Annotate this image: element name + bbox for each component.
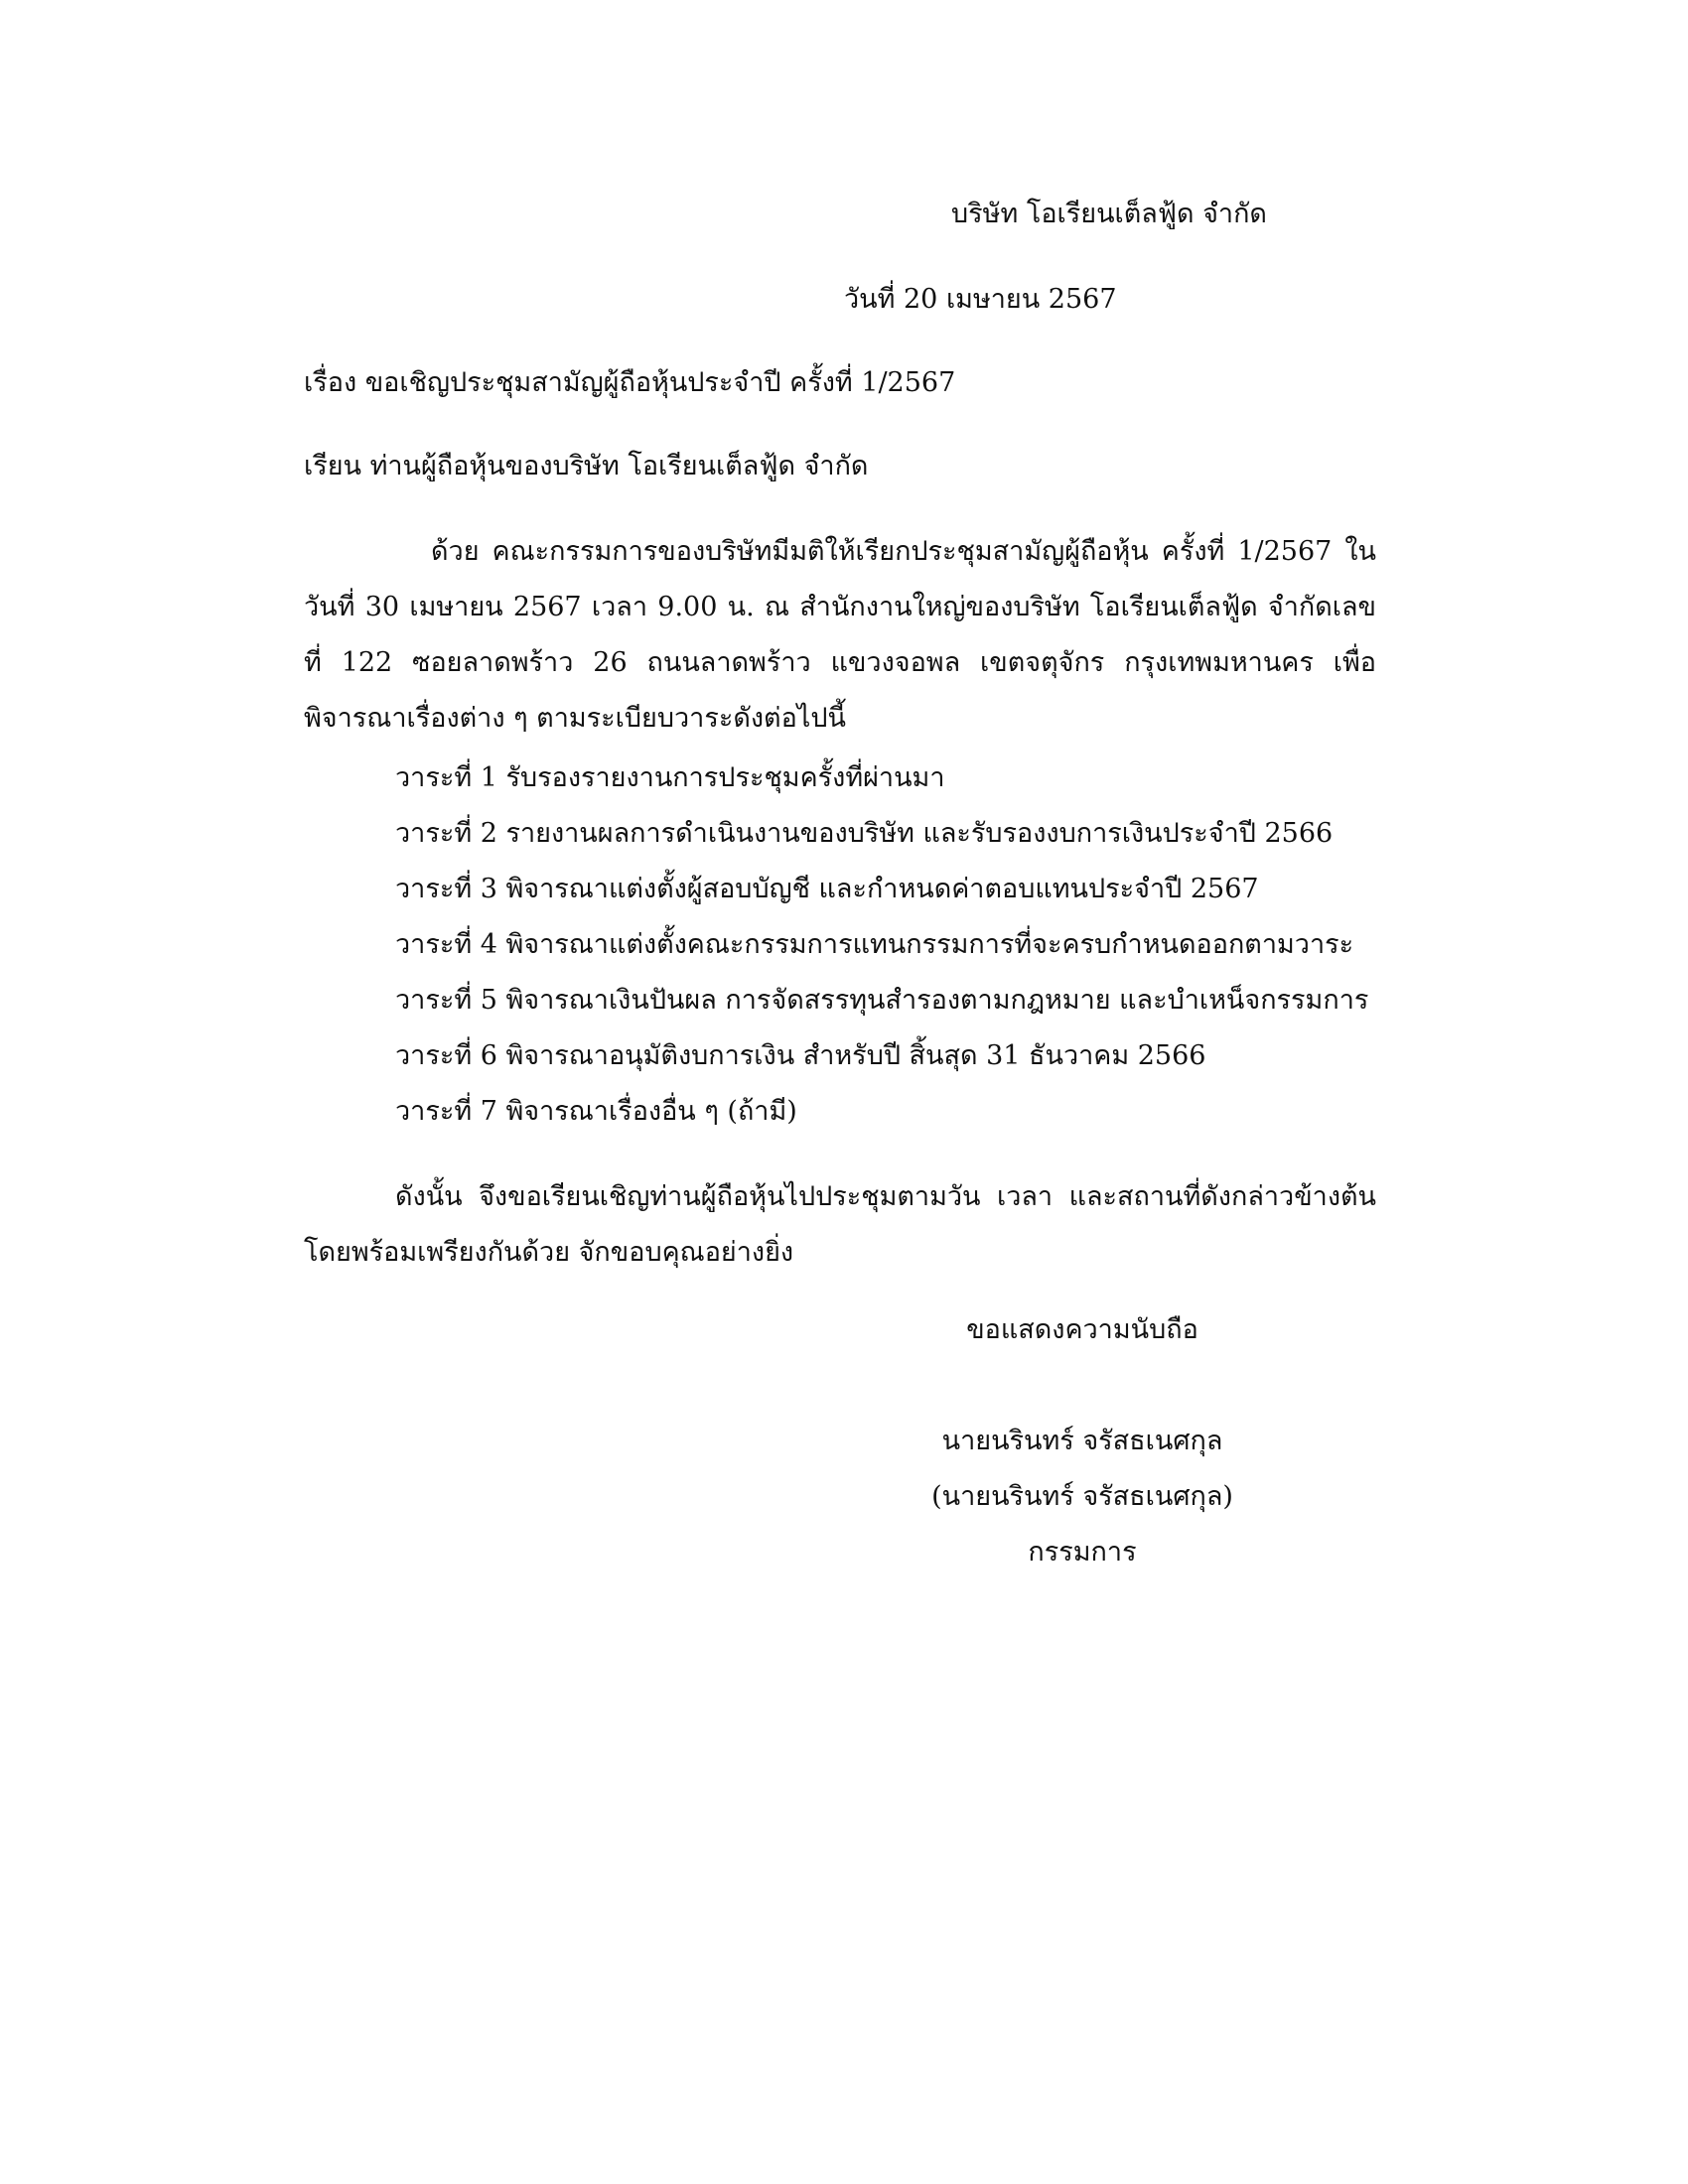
agenda-list	[395, 751, 1368, 1140]
letter-date: วันที่ 20 เมษายน 2567	[844, 284, 1117, 315]
letter-recipient: เรียน ท่านผู้ถือหุ้นของบริษัท โอเรียนเต็ลฟู้ด จำกัด	[304, 451, 869, 481]
agenda-item-6: วาระที่ 6 พิจารณาอนุมัติงบการเงิน สำหรับปี สิ้นสุด 31 ธันวาคม 2566	[395, 1040, 1206, 1071]
signer-position: กรรมการ	[1028, 1537, 1137, 1568]
body-paragraph: ด้วย คณะกรรมการของบริษัทมีมติให้เรียกประชุมสามัญผู้ถือหุ้น ครั้งที่ 1/2567 ในวันที่ 30 เมษายน 2567 เวลา 9.00 น. ณ สำนักงานใหญ่ของบริษัท โอเรียนเต็ลฟู้ด จำกัดเลขที่ 122 ซอยลาดพร้าว 26 ถนนลาดพร้าว แขวงจอพล เขตจตุจักร กรุงเทพมหานคร เพื่อพิจารณาเรื่องต่าง ๆ ตามระเบียบวาระดังต่อไปนี้	[304, 536, 1376, 734]
regards-line: ขอแสดงความนับถือ	[966, 1314, 1198, 1345]
letter-body	[304, 524, 1376, 747]
agenda-item-3: วาระที่ 3 พิจารณาแต่งตั้งผู้สอบบัญชี และกำหนดค่าตอบแทนประจำปี 2567	[395, 874, 1259, 904]
agenda-item-5: วาระที่ 5 พิจารณาเงินปันผล การจัดสรรทุนสำรองตามกฎหมาย และบำเหน็จกรรมการ	[395, 985, 1369, 1016]
agenda-item-4: วาระที่ 4 พิจารณาแต่งตั้งคณะกรรมการแทนกรรมการที่จะครบกำหนดออกตามวาระ	[395, 929, 1354, 960]
agenda-item-2: วาระที่ 2 รายงานผลการดำเนินงานของบริษัท และรับรองงบการเงินประจำปี 2566	[395, 818, 1334, 849]
company-name: บริษัท โอเรียนเต็ลฟู้ด จำกัด	[951, 199, 1267, 229]
closing-paragraph: ดังนั้น จึงขอเรียนเชิญท่านผู้ถือหุ้นไปประชุมตามวัน เวลา และสถานที่ดังกล่าวข้างต้นโดยพร้อมเพรียงกันด้วย จักขอบคุณอย่างยิ่ง	[304, 1181, 1376, 1268]
signer-name: นายนรินทร์ จรัสธเนศกุล	[941, 1426, 1223, 1456]
agenda-item-1: วาระที่ 1 รับรองรายงานการประชุมครั้งที่ผ่านมา	[395, 762, 945, 793]
signer-name-parenthetical: (นายนรินทร์ จรัสธเนศกุล)	[931, 1481, 1233, 1512]
agenda-item-7: วาระที่ 7 พิจารณาเรื่องอื่น ๆ (ถ้ามี)	[395, 1096, 797, 1127]
letter-subject: เรื่อง ขอเชิญประชุมสามัญผู้ถือหุ้นประจำปี ครั้งที่ 1/2567	[304, 367, 956, 398]
letter-closing	[304, 1169, 1376, 1281]
